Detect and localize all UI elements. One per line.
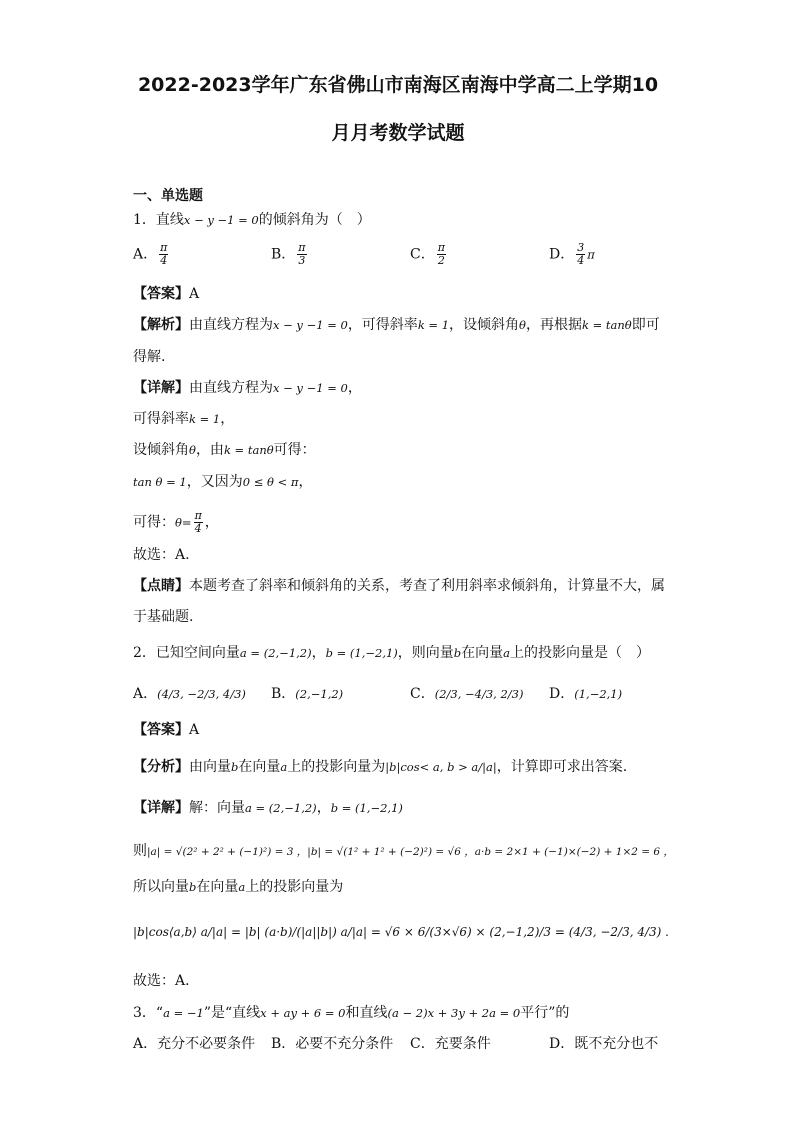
q3-stem: 3．“a = −1”是“直线x + ay + 6 = 0和直线(a − 2)x + 3y + 2a = 0平行”的 [133, 1005, 570, 1021]
q1-option-d: D． $\frac{3}{4}$ π [549, 241, 595, 267]
q1-option-b: B． $\frac{\pi}{3}$ [271, 241, 306, 267]
q2-option-b: B．(2,−1,2) [271, 686, 344, 702]
q2-answer: 【答案】A [133, 722, 200, 738]
q2-option-d: D．(1,−2,1) [549, 686, 623, 702]
q3-option-b: B．必要不充分条件 [271, 1036, 394, 1052]
q1-choose: 故选：A. [133, 547, 190, 563]
q1-detail-5: 可得：θ= $\frac{\pi}{4}$ ， [133, 509, 219, 535]
q1-analysis-cont: 得解. [133, 349, 166, 365]
q1-detail-4: tan θ = 1，又因为0 ≤ θ < π， [133, 474, 313, 490]
q1-answer: 【答案】A [133, 286, 200, 302]
q1-detail-3: 设倾斜角θ，由k = tanθ可得： [133, 442, 316, 458]
q1-comment: 【点睛】本题考查了斜率和倾斜角的关系，考查了利用斜率求倾斜角，计算量不大，属 [133, 578, 665, 594]
q2-option-a: A．(4/3, −2/3, 4/3) [133, 686, 246, 702]
q3-option-c: C．充要条件 [410, 1036, 491, 1052]
q3-option-d: D．既不充分也不 [549, 1036, 659, 1052]
q1-analysis: 【解析】由直线方程为x − y −1 = 0，可得斜率k = 1，设倾斜角θ，再根据k = tanθ即可 [133, 317, 660, 333]
q2-stem: 2．已知空间向量a = (2,−1,2)，b = (1,−2,1)，则向量b在向量a上的投影向量是（ ） [133, 645, 651, 661]
q2-detail-2: 则|a| = √(2² + 2² + (−1)²) = 3 ，|b| = √(1² + 1² + (−2)²) = √6 ，a·b = 2×1 + (−1)×(−2) + 1×2 = 6 ， [133, 843, 674, 859]
q1-stem: 1．直线x − y −1 = 0的倾斜角为（ ） [133, 212, 371, 228]
q3-option-a: A．充分不必要条件 [133, 1036, 256, 1052]
q2-detail-1: 【详解】解：向量a = (2,−1,2)，b = (1,−2,1) [133, 800, 403, 816]
q2-detail-3: 所以向量b在向量a上的投影向量为 [133, 879, 344, 895]
q1-option-c: C． $\frac{\pi}{2}$ [410, 241, 445, 267]
q1-option-a: A． $\frac{\pi}{4}$ [133, 241, 168, 267]
q1-comment-cont: 于基础题. [133, 609, 194, 625]
section-heading: 一、单选题 [133, 188, 203, 204]
q2-option-c: C．(2/3, −4/3, 2/3) [410, 686, 524, 702]
q2-detail-formula: |b|cos⟨a,b⟩ a/|a| = |b| (a·b)/(|a||b|) a/|a| = √6 × 6/(3×√6) × (2,−1,2)/3 = (4/3, −2/3, 4/3) . [133, 925, 669, 939]
page-title-line1: 2022-2023学年广东省佛山市南海区南海中学高二上学期10 [137, 74, 659, 96]
q1-detail-1: 【详解】由直线方程为x − y −1 = 0， [133, 380, 362, 396]
q2-choose: 故选：A． [133, 973, 200, 989]
q2-analysis: 【分析】由向量b在向量a上的投影向量为|b|cos< a, b > a/|a|，计算即可求出答案. [133, 759, 628, 775]
q1-detail-2: 可得斜率k = 1， [133, 411, 235, 427]
page-title-line2: 月月考数学试题 [331, 122, 465, 144]
